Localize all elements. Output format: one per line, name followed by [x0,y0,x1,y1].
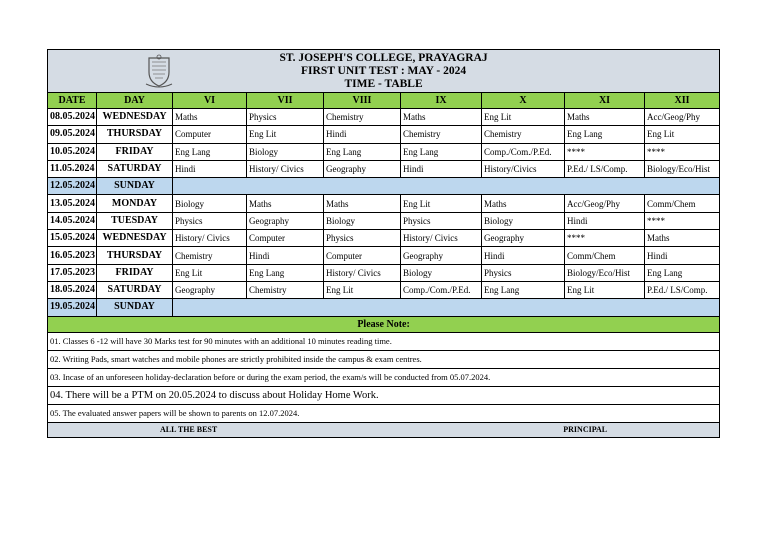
day-cell: SATURDAY [97,160,173,177]
date-cell: 14.05.2024 [48,212,97,229]
note-text: 03. Incase of an unforeseen holiday-declaration before or during the exam period, the exam/s will be conducted from 05.07.2024. [48,368,720,386]
date-cell: 09.05.2024 [48,126,97,143]
subject-cell: Physics [482,264,565,281]
subject-cell: Acc/Geog/Phy [645,109,720,126]
subject-cell: Eng Lit [401,195,482,212]
subject-cell: Eng Lit [645,126,720,143]
subject-cell: History/ Civics [247,160,324,177]
column-header: XII [645,93,720,109]
subject-cell: Maths [565,109,645,126]
day-cell: WEDNESDAY [97,230,173,247]
subject-cell: Chemistry [324,109,401,126]
column-header-row [48,93,720,109]
subject-cell: Eng Lit [482,109,565,126]
footer-row [48,422,720,437]
subject-cell: History/ Civics [173,230,247,247]
subject-cell: Biology [173,195,247,212]
subject-cell: Maths [247,195,324,212]
subject-cell: Physics [173,212,247,229]
subject-cell: Physics [401,212,482,229]
all-the-best-text: ALL THE BEST [160,424,218,434]
subject-cell: Hindi [401,160,482,177]
subject-cell: Maths [401,109,482,126]
date-cell: 15.05.2024 [48,230,97,247]
subject-cell: Chemistry [482,126,565,143]
timetable-sheet [47,49,719,438]
subject-cell: Eng Lang [565,126,645,143]
subject-cell: Chemistry [401,126,482,143]
subject-cell: Chemistry [247,281,324,298]
subject-cell: Maths [173,109,247,126]
subject-cell: Biology [482,212,565,229]
subject-cell: Hindi [482,247,565,264]
date-cell: 16.05.2023 [48,247,97,264]
footer-cell [48,422,720,437]
subject-cell: Acc/Geog/Phy [565,195,645,212]
subject-cell: **** [565,143,645,160]
subject-cell: Hindi [645,247,720,264]
subject-cell: Eng Lit [173,264,247,281]
subject-cell: Comm/Chem [645,195,720,212]
subject-cell: Biology [324,212,401,229]
subject-cell: Eng Lang [482,281,565,298]
subject-cell: P.Ed./ LS/Comp. [645,281,720,298]
note-row [48,404,720,422]
column-header: IX [401,93,482,109]
title-block [48,50,720,93]
date-cell: 17.05.2023 [48,264,97,281]
subject-cell: History/ Civics [401,230,482,247]
timetable [47,49,720,438]
table-title: TIME - TABLE [344,77,423,90]
subject-cell: Geography [482,230,565,247]
subject-cell: Maths [482,195,565,212]
subject-cell: Maths [324,195,401,212]
subject-cell: Geography [401,247,482,264]
day-cell: FRIDAY [97,264,173,281]
subject-cell: Biology/Eco/Hist [565,264,645,281]
note-text: 01. Classes 6 -12 will have 30 Marks test for 90 minutes with an additional 10 minutes reading time. [48,332,720,350]
subject-cell: Computer [324,247,401,264]
principal-text: PRINCIPAL [563,424,608,434]
subject-cell: Eng Lang [401,143,482,160]
subject-cell: History/Civics [482,160,565,177]
subject-cell: Hindi [565,212,645,229]
subject-cell: Geography [324,160,401,177]
day-cell: MONDAY [97,195,173,212]
column-header: X [482,93,565,109]
date-cell: 19.05.2024 [48,299,97,316]
subject-cell: Hindi [324,126,401,143]
day-cell: THURSDAY [97,126,173,143]
subject-cell: Comp./Com./P.Ed. [401,281,482,298]
column-header: VI [173,93,247,109]
subject-cell: Eng Lang [645,264,720,281]
subject-cell: Geography [247,212,324,229]
subject-cell: Biology [247,143,324,160]
day-cell: SUNDAY [97,299,173,316]
column-header: VII [247,93,324,109]
subject-cell: Computer [247,230,324,247]
table-row [48,160,720,177]
column-header: XI [565,93,645,109]
table-row [48,281,720,298]
day-cell: SUNDAY [97,178,173,195]
subject-cell: Physics [324,230,401,247]
table-row [48,109,720,126]
note-text: 04. There will be a PTM on 20.05.2024 to discuss about Holiday Home Work. [48,386,720,404]
subject-cell: Physics [247,109,324,126]
table-row [48,212,720,229]
date-cell: 08.05.2024 [48,109,97,126]
date-cell: 11.05.2024 [48,160,97,177]
subject-cell: Computer [173,126,247,143]
note-row [48,350,720,368]
subject-cell: Biology/Eco/Hist [645,160,720,177]
subject-cell: Maths [645,230,720,247]
subject-cell: **** [645,143,720,160]
note-row [48,368,720,386]
subject-cell: P.Ed./ LS/Comp. [565,160,645,177]
subject-cell: Eng Lit [324,281,401,298]
subject-cell: Eng Lang [324,143,401,160]
subject-cell: Comm/Chem [565,247,645,264]
college-crest-icon [145,54,173,88]
notes-heading-row [48,316,720,332]
holiday-filler [173,178,720,195]
subject-cell: Hindi [173,160,247,177]
day-cell: WEDNESDAY [97,109,173,126]
subject-cell: Eng Lit [565,281,645,298]
notes-heading: Please Note: [48,316,720,332]
note-row [48,386,720,404]
subject-cell: Comp./Com./P.Ed. [482,143,565,160]
note-text: 05. The evaluated answer papers will be shown to parents on 12.07.2024. [48,404,720,422]
table-row [48,230,720,247]
holiday-filler [173,299,720,316]
subject-cell: Eng Lit [247,126,324,143]
day-cell: SATURDAY [97,281,173,298]
subject-cell: Biology [401,264,482,281]
column-header: DATE [48,93,97,109]
table-row [48,247,720,264]
table-row [48,299,720,316]
date-cell: 18.05.2024 [48,281,97,298]
date-cell: 12.05.2024 [48,178,97,195]
table-row [48,126,720,143]
day-cell: TUESDAY [97,212,173,229]
subject-cell: Chemistry [173,247,247,264]
table-row [48,264,720,281]
column-header: VIII [324,93,401,109]
table-row [48,143,720,160]
subject-cell: Geography [173,281,247,298]
subject-cell: Hindi [247,247,324,264]
subject-cell: Eng Lang [173,143,247,160]
subject-cell: **** [565,230,645,247]
table-row [48,195,720,212]
note-row [48,332,720,350]
date-cell: 13.05.2024 [48,195,97,212]
note-text: 02. Writing Pads, smart watches and mobile phones are strictly prohibited inside the campus & exam centres. [48,350,720,368]
subject-cell: **** [645,212,720,229]
subject-cell: History/ Civics [324,264,401,281]
column-header: DAY [97,93,173,109]
day-cell: THURSDAY [97,247,173,264]
test-name: FIRST UNIT TEST : MAY - 2024 [301,64,467,77]
college-name: ST. JOSEPH'S COLLEGE, PRAYAGRAJ [279,51,488,64]
date-cell: 10.05.2024 [48,143,97,160]
day-cell: FRIDAY [97,143,173,160]
subject-cell: Eng Lang [247,264,324,281]
table-row [48,178,720,195]
